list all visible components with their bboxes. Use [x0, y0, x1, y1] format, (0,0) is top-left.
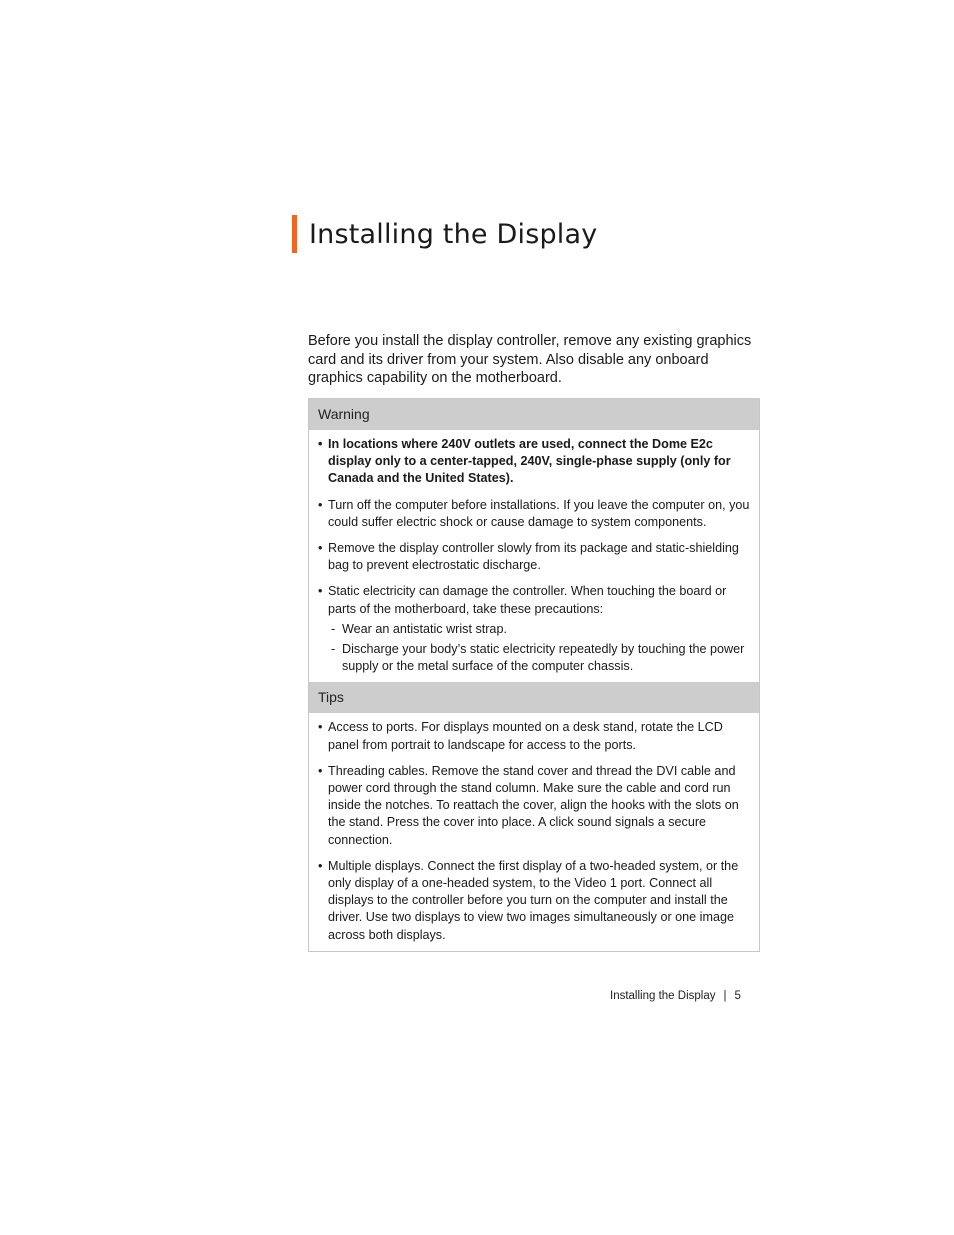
list-item	[318, 436, 755, 488]
warning-item-text: In locations where 240V outlets are used, connect the Dome E2c display only to a center-tapped, 240V, single-phase supply (only for Canada and the United States).	[328, 437, 731, 486]
warning-header: Warning	[309, 399, 759, 430]
tips-body	[309, 713, 759, 950]
title-block	[292, 215, 597, 253]
bullet-icon: •	[318, 858, 323, 873]
tip-item-text: Multiple displays. Connect the first display of a two-headed system, or the only display of a one-headed system, to the Video 1 port. Connect all displays to the controller before you turn on the computer and install the driver. Use two displays to view two images simultaneously or one image across both displays.	[328, 858, 739, 942]
page-number: 5	[734, 990, 741, 1002]
list-item	[318, 763, 755, 849]
bullet-icon: •	[318, 541, 323, 556]
warning-body	[309, 430, 759, 682]
warning-item-text: Turn off the computer before installations. If you leave the computer on, you could suffer electric shock or cause damage to system components.	[328, 497, 750, 529]
precaution-text: Discharge your body’s static electricity repeatedly by touching the power supply or the metal surface of the computer chassis.	[342, 642, 745, 674]
bullet-icon: •	[318, 497, 323, 512]
bullet-icon: •	[318, 437, 323, 451]
list-item	[318, 497, 755, 531]
warning-item-text: Remove the display controller slowly from its package and static-shielding bag to prevent electrostatic discharge.	[328, 541, 739, 573]
precaution-text: Wear an antistatic wrist strap.	[342, 621, 507, 636]
tip-item-text: Access to ports. For displays mounted on a desk stand, rotate the LCD panel from portrait to landscape for access to the ports.	[328, 720, 723, 752]
warning-item-text: Static electricity can damage the controller. When touching the board or parts of the motherboard, take these precautions:	[328, 584, 727, 616]
bullet-icon: •	[318, 763, 323, 778]
bullet-icon: •	[318, 720, 323, 735]
precautions-list	[328, 621, 755, 676]
intro-paragraph: Before you install the display controller, remove any existing graphics card and its driver from your system. Also disable any onboard graphics capability on the motherboard.	[308, 333, 752, 386]
page-title: Installing the Display	[309, 218, 598, 250]
sub-list-item	[328, 621, 755, 638]
title-accent-bar	[292, 215, 297, 253]
tips-list	[318, 719, 755, 943]
dash-icon: -	[331, 621, 336, 636]
tips-header: Tips	[309, 682, 759, 713]
dash-icon: -	[331, 642, 336, 657]
bullet-icon: •	[318, 584, 323, 599]
notice-box	[308, 398, 760, 952]
list-item	[318, 719, 755, 753]
list-item	[318, 540, 755, 574]
warning-list	[318, 436, 755, 675]
sub-list-item	[328, 641, 755, 675]
footer-section-title: Installing the Display	[610, 990, 716, 1002]
page-footer	[610, 990, 741, 1002]
footer-separator: |	[723, 990, 727, 1002]
list-item	[318, 858, 755, 944]
tip-item-text: Threading cables. Remove the stand cover and thread the DVI cable and power cord through the stand column. Make sure the cable and cord run inside the notches. To reattach the cover, align the hooks with the slots on the stand. Press the cover into place. A click sound signals a secure connection.	[328, 763, 739, 847]
list-item	[318, 583, 755, 675]
